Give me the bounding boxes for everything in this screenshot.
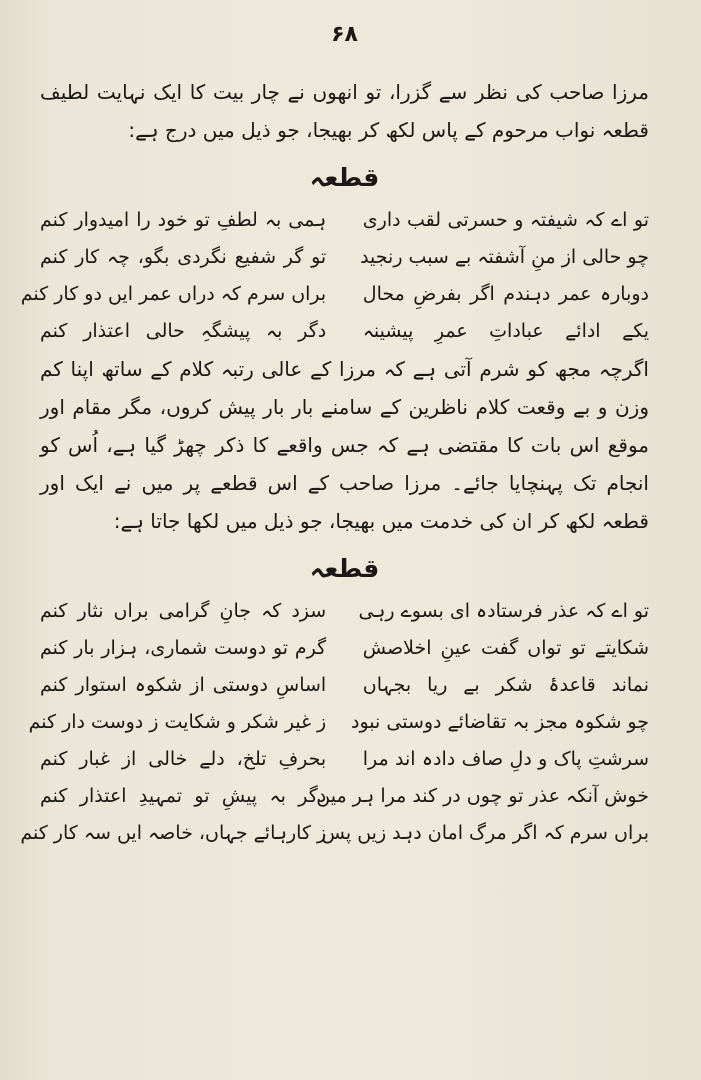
misra-second: ہمی بہ لطفِ تو خود را امیدوار کنم [40,209,327,231]
misra-second: ز غیر شکر و شکایت ز دوست دار کنم [28,711,327,733]
misra-first: تو اے کہ عذر فرستادہ ای بسوے رہی [358,600,649,622]
couplet [40,630,649,667]
misra-first: یکے ادائے عباداتِ عمرِ پیشینہ [362,320,649,342]
misra-first: سرشتِ پاک و دلِ صاف دادہ اند مرا [362,748,649,770]
misra-second: ز کارہائے جہاں، خاصہ ایں سہ کار کنم [20,822,327,844]
page-number: ۶۸ [331,22,358,47]
misra-first: چو حالی از منِ آشفتہ بے سبب رنجید [360,246,649,268]
misra-second: سزد کہ جانِ گرامی براں نثار کنم [40,600,327,622]
couplet [20,276,649,313]
couplet [20,815,649,852]
misra-first: شکایتے تو تواں گفت عینِ اخلاصش [362,637,649,659]
misra-second: تو گر شفیع نگردی بگو، چہ کار کنم [40,246,327,268]
misra-second: براں سرم کہ دراں عمر ایں دو کار کنم [20,283,327,305]
intro-paragraph: مرزا صاحب کی نظر سے گزرا، تو انھوں نے چار بیت کا ایک نہایت لطیف قطعہ نواب مرحوم کے پاس لکھ کر بھیجا، جو ذیل میں درج ہے: [40,80,649,142]
misra-first: تو اے کہ شیفتہ و حسرتی لقب داری [362,209,649,231]
misra-first: براں سرم کہ اگر مرگ امان دہد زیں پس [321,822,649,844]
couplet [40,593,649,630]
misra-second: دگر بہ پیشِ تو تمہیدِ اعتذار کنم [40,785,327,807]
couplet [40,313,649,350]
couplet [40,239,649,276]
couplet [28,704,649,741]
misra-second: گرم تو دوست شماری، ہزار بار کنم [40,637,327,659]
misra-first: خوش آنکہ عذر تو چوں در کند مرا ہر میں [316,785,649,807]
misra-first: نماند قاعدۂ شکر بے ریا بجہاں [362,674,649,696]
middle-paragraph: اگرچہ مجھ کو شرم آتی ہے کہ مرزا کے عالی رتبہ کلام کے ساتھ اپنا کم وزن و بے وقعت کلام ناظرین کے سامنے بار بار پیش کروں، مگر مقام اور موقع اس بات کا مقتضی ہے کہ جس واقعے کا ذکر چھڑ گیا ہے، اُس کو انجام تک پہنچایا جائے۔ مرزا صاحب کے اس قطعے پر میں نے ایک اور قطعہ لکھ کر ان کی خدمت میں بھیجا، جو ذیل میں لکھا جاتا ہے: [40,357,649,533]
misra-first: چو شکوہ مجز بہ تقاضائے دوستی نبود [351,711,649,733]
misra-second: اساسِ دوستی از شکوہ استوار کنم [40,674,327,696]
qita-2-verses [20,593,649,852]
couplet [40,667,649,704]
qita-1-heading: قطعہ [309,163,380,192]
qita-1-verses [20,202,649,350]
misra-first: دوبارہ عمر دہندم اگر بفرضِ محال [362,283,649,305]
misra-second: دگر بہ پیشگہِ حالی اعتذار کنم [40,320,327,342]
couplet [40,202,649,239]
misra-second: بحرفِ تلخ، دلے خالی از غبار کنم [40,748,327,770]
qita-2-heading: قطعہ [309,554,380,583]
couplet [40,741,649,778]
couplet [40,778,649,815]
